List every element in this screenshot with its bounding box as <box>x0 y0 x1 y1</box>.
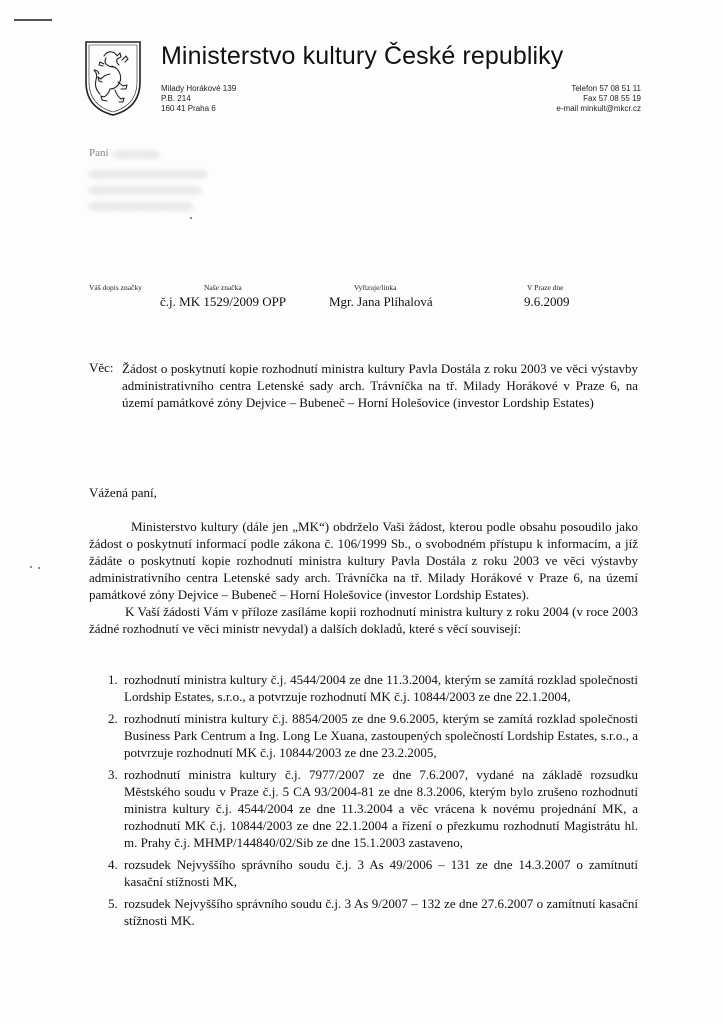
handled-by-label: Vyřizuje/linka <box>354 283 397 292</box>
list-item <box>108 856 638 890</box>
list-item-number: 2. <box>108 711 118 726</box>
scan-mark <box>14 19 52 21</box>
redacted-address-line <box>89 170 207 179</box>
email-address: e-mail minkult@mkcr.cz <box>556 104 641 113</box>
greeting: Vážená paní, <box>89 485 157 500</box>
address-line: 160 41 Praha 6 <box>161 104 216 113</box>
list-item <box>108 895 638 929</box>
ministry-contact <box>556 84 641 114</box>
list-item <box>108 671 638 705</box>
date-value: 9.6.2009 <box>524 294 570 309</box>
address-line: P.B. 214 <box>161 94 191 103</box>
recipient-salutation: Paní <box>89 147 109 159</box>
redacted-name <box>113 150 159 159</box>
subject-text: Žádost o poskytnutí kopie rozhodnutí ministra kultury Pavla Dostála z roku 2003 ve věci výstavby administrativního centra Letenské sady arch. Trávníčka na tř. Milady Horákové v Praze 6, na území památkové zóny Dejvice – Bubeneč – Horní Holešovice (investor Lordship Estates) <box>122 361 638 410</box>
subject-label: Věc: <box>89 360 114 375</box>
redacted-address-line <box>89 202 193 211</box>
your-letter-label: Váš dopis značky <box>89 283 142 292</box>
coat-of-arms-icon <box>82 38 144 118</box>
list-item-text: rozhodnutí ministra kultury č.j. 8854/2005 ze dne 9.6.2005, kterým se zamítá rozklad společnosti Business Park Centrum a Ing. Long Le Xuana, zastoupených společností Lordship Estates, s.r.o., a potvrzuje rozhodnutí MK č.j. 10844/2003 ze dne 23.2.2005, <box>124 711 638 760</box>
list-item-text: rozsudek Nejvyššího správního soudu č.j. 3 As 49/2006 – 131 ze dne 14.3.2007 o zamítnutí kasační stížnosti MK, <box>124 857 638 889</box>
scan-speck <box>30 566 32 568</box>
address-line: Milady Horákové 139 <box>161 84 237 93</box>
list-item-number: 5. <box>108 896 118 911</box>
list-item-number: 4. <box>108 857 118 872</box>
redacted-address-line <box>89 186 201 195</box>
list-item-text: rozhodnutí ministra kultury č.j. 7977/2007 ze dne 7.6.2007, vydané na základě rozsudku Městského soudu v Praze č.j. 5 CA 93/2004-81 ze dne 8.3.2006, kterým bylo zrušeno rozhodnutí ministra kultury č.j. 4544/2004 ze dne 11.3.2004 a věc vrácena k novému projednání MK, a rozhodnutí MK č.j. 10844/2003 ze dne 22.1.2004 a řízení o přezkumu rozhodnutí Magistrátu hl. m. Prahy č.j. MHMP/144840/02/Sib ze dne 15.1.2003 zastaveno, <box>124 767 638 850</box>
phone-number: Telefon 57 08 51 11 <box>571 84 641 93</box>
list-item <box>108 710 638 761</box>
enclosures-list <box>108 671 638 934</box>
list-item <box>108 766 638 851</box>
scan-speck <box>38 567 40 569</box>
date-label: V Praze dne <box>527 283 564 292</box>
list-item-text: rozsudek Nejvyššího správního soudu č.j. 3 As 9/2007 – 132 ze dne 27.6.2007 o zamítnutí kasační stížnosti MK. <box>124 896 638 928</box>
list-item-number: 3. <box>108 767 118 782</box>
handled-by-value: Mgr. Jana Plíhalová <box>329 294 433 309</box>
paragraph-reply: K Vaší žádosti Vám v příloze zasíláme kopii rozhodnutí ministra kultury z roku 2004 (v roce 2003 žádné rozhodnutí ve věci ministr nevydal) a dalších dokladů, které s věcí souvisejí: <box>89 604 638 636</box>
ministry-name: Ministerstvo kultury České republiky <box>161 42 564 70</box>
scan-speck <box>190 217 192 219</box>
list-item-number: 1. <box>108 672 118 687</box>
ministry-address <box>161 84 236 114</box>
body-text <box>89 518 638 637</box>
paragraph-request: Ministerstvo kultury (dále jen „MK“) obdrželo Vaši žádost, kterou podle obsahu posoudilo jako žádost o poskytnutí informací podle zákona č. 106/1999 Sb., o svobodném přístupu k informacím, a jíž žádáte o poskytnutí kopie rozhodnutí ministra kultury Pavla Dostála z roku 2003 ve věci výstavby administrativního centra Letenské sady arch. Trávníčka na tř. Milady Horákové v Praze 6, na území památkové zóny Dejvice – Bubeneč – Horní Holešovice (investor Lordship Estates). <box>89 519 638 602</box>
our-ref-value: č.j. MK 1529/2009 OPP <box>160 294 287 309</box>
our-ref-label: Naše značka <box>204 283 242 292</box>
list-item-text: rozhodnutí ministra kultury č.j. 4544/2004 ze dne 11.3.2004, kterým se zamítá rozklad společnosti Lordship Estates, s.r.o., a potvrzuje rozhodnutí MK č.j. 10844/2003 ze dne 22.1.2004, <box>124 672 638 704</box>
fax-number: Fax 57 08 55 19 <box>583 94 641 103</box>
